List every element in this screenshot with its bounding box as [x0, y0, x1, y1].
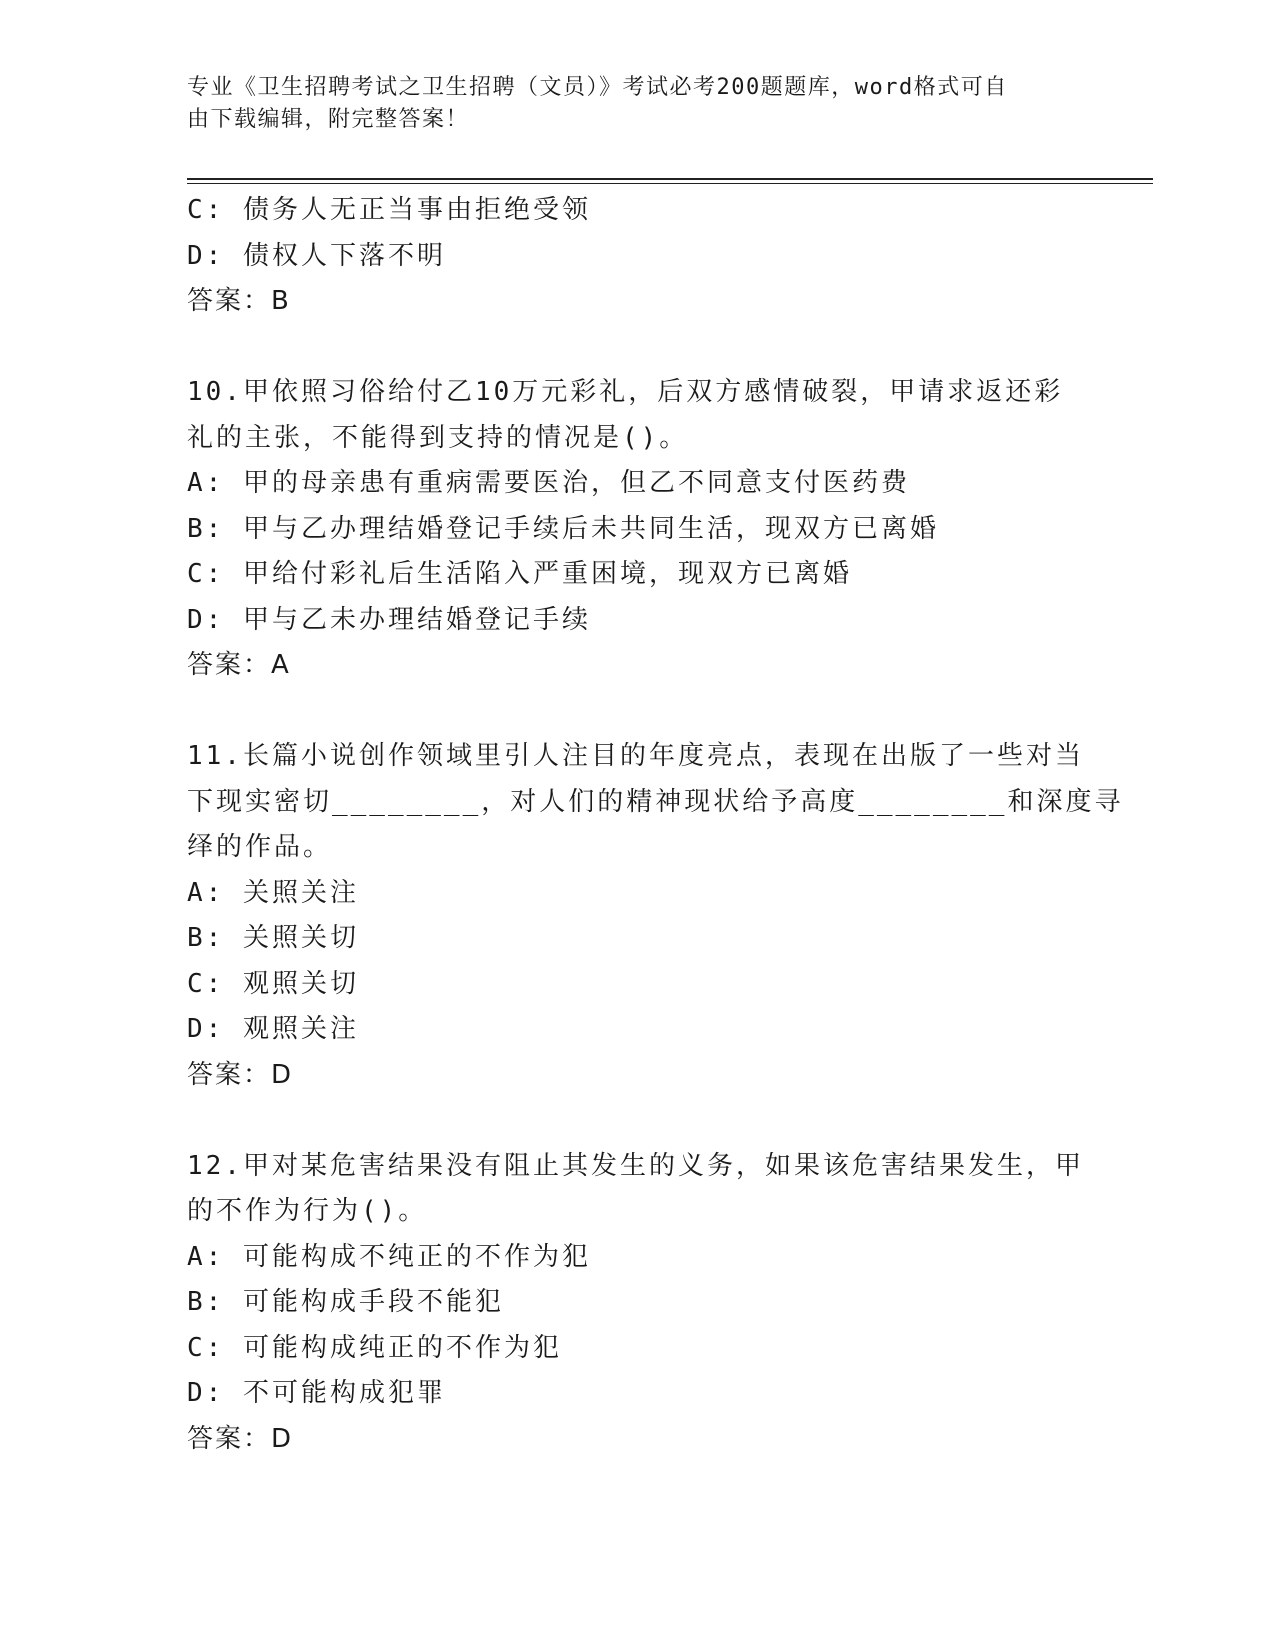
header-line-2: 由下载编辑，附完整答案！	[187, 107, 470, 132]
option-b: B: 可能构成手段不能犯	[187, 1287, 504, 1317]
question-text-line: 下现实密切________，对人们的精神现状给予高度________和深度寻	[187, 786, 1124, 817]
header-line-1: 专业《卫生招聘考试之卫生招聘（文员）》考试必考200题题库，word格式可自	[187, 75, 1008, 100]
question-text-line: 11.长篇小说创作领域里引人注目的年度亮点，表现在出版了一些对当	[187, 741, 1084, 771]
option-c: C: 可能构成纯正的不作为犯	[187, 1332, 562, 1363]
answer: 答案：B	[187, 286, 291, 316]
option-d: D: 甲与乙未办理结婚登记手续	[187, 604, 591, 635]
option-a: A: 甲的母亲患有重病需要医治，但乙不同意支付医药费	[187, 468, 910, 498]
question-text-line: 10.甲依照习俗给付乙10万元彩礼，后双方感情破裂，甲请求返还彩	[187, 377, 1064, 407]
header-divider	[187, 178, 1153, 180]
question-9-tail	[187, 188, 1087, 325]
question-10	[187, 370, 1087, 689]
document-header	[187, 72, 1067, 136]
header-divider-thin	[187, 183, 1153, 184]
option-d: D: 债权人下落不明	[187, 240, 446, 271]
question-text-line: 礼的主张，不能得到支持的情况是()。	[187, 422, 689, 453]
option-d: D: 观照关注	[187, 1014, 359, 1044]
answer: 答案：D	[187, 1423, 294, 1454]
question-text-line: 绎的作品。	[187, 832, 333, 862]
question-11	[187, 734, 1124, 1098]
question-text-line: 的不作为行为()。	[187, 1196, 428, 1226]
answer: 答案：D	[187, 1059, 294, 1090]
option-c: C: 观照关切	[187, 968, 359, 999]
option-a: A: 关照关注	[187, 877, 359, 908]
option-d: D: 不可能构成犯罪	[187, 1378, 446, 1408]
option-b: B: 甲与乙办理结婚登记手续后未共同生活，现双方已离婚	[187, 513, 939, 544]
option-a: A: 可能构成不纯正的不作为犯	[187, 1241, 591, 1272]
option-b: B: 关照关切	[187, 923, 359, 953]
question-list	[187, 188, 1124, 1462]
question-12	[187, 1144, 1087, 1463]
option-c: C: 甲给付彩礼后生活陷入严重困境，现双方已离婚	[187, 559, 852, 589]
answer: 答案：A	[187, 650, 291, 680]
question-text-line: 12.甲对某危害结果没有阻止其发生的义务，如果该危害结果发生，甲	[187, 1150, 1084, 1181]
option-c: C: 债务人无正当事由拒绝受领	[187, 195, 591, 225]
